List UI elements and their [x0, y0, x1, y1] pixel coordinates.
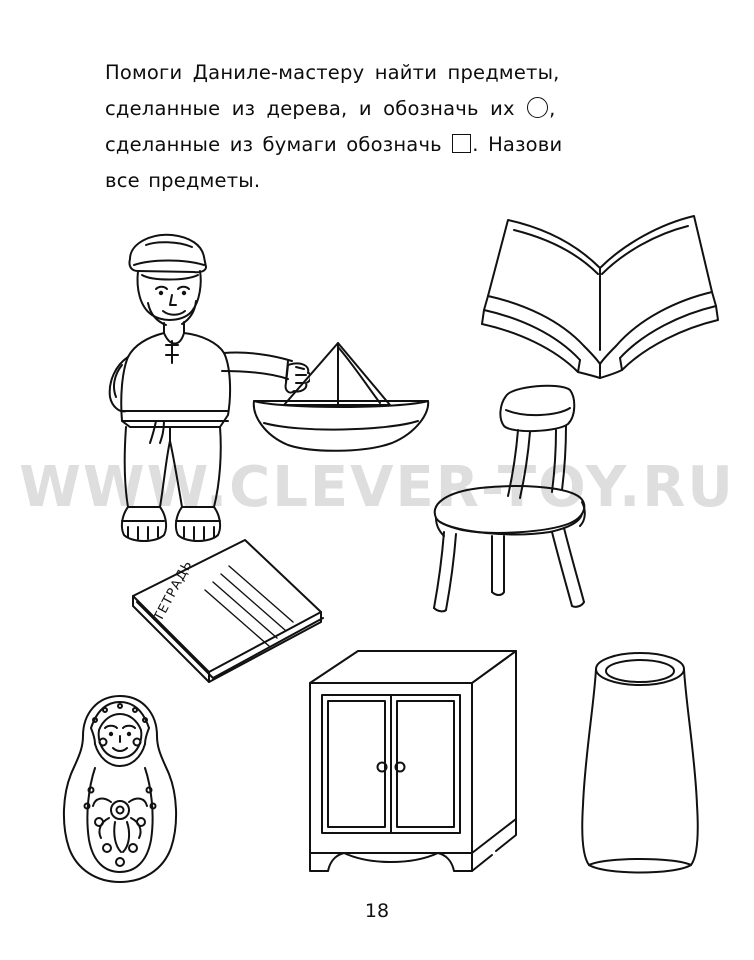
illustration-area: [0, 195, 754, 895]
instruction-line-2-text: сделанные из дерева, и обозначь их: [105, 97, 515, 120]
circle-mark-icon: [527, 97, 548, 118]
page-number: 18: [364, 900, 390, 922]
wooden-cabinet[interactable]: [290, 645, 530, 875]
matryoshka-doll[interactable]: [55, 690, 185, 890]
instruction-line-3: [105, 127, 675, 163]
instruction-line-2-tail: ,: [549, 97, 556, 120]
svg-text:ТЕТРАДЬ: ТЕТРАДЬ: [151, 557, 196, 624]
instruction-line-3-tail: . Назови: [472, 133, 563, 156]
wooden-vase[interactable]: [575, 645, 705, 880]
instruction-line-3-text: сделанные из бумаги обозначь: [105, 133, 442, 156]
square-mark-icon: [452, 134, 471, 153]
wooden-chair[interactable]: [400, 380, 620, 620]
watermark: WWW.CLEVER-TOY.RU: [19, 455, 735, 520]
instruction-text: [105, 55, 675, 199]
instruction-line-2: [105, 91, 675, 127]
instruction-line-4: все предметы.: [105, 169, 261, 192]
instruction-line-1: Помоги Даниле-мастеру найти предметы,: [105, 61, 560, 84]
open-book[interactable]: [480, 200, 720, 390]
